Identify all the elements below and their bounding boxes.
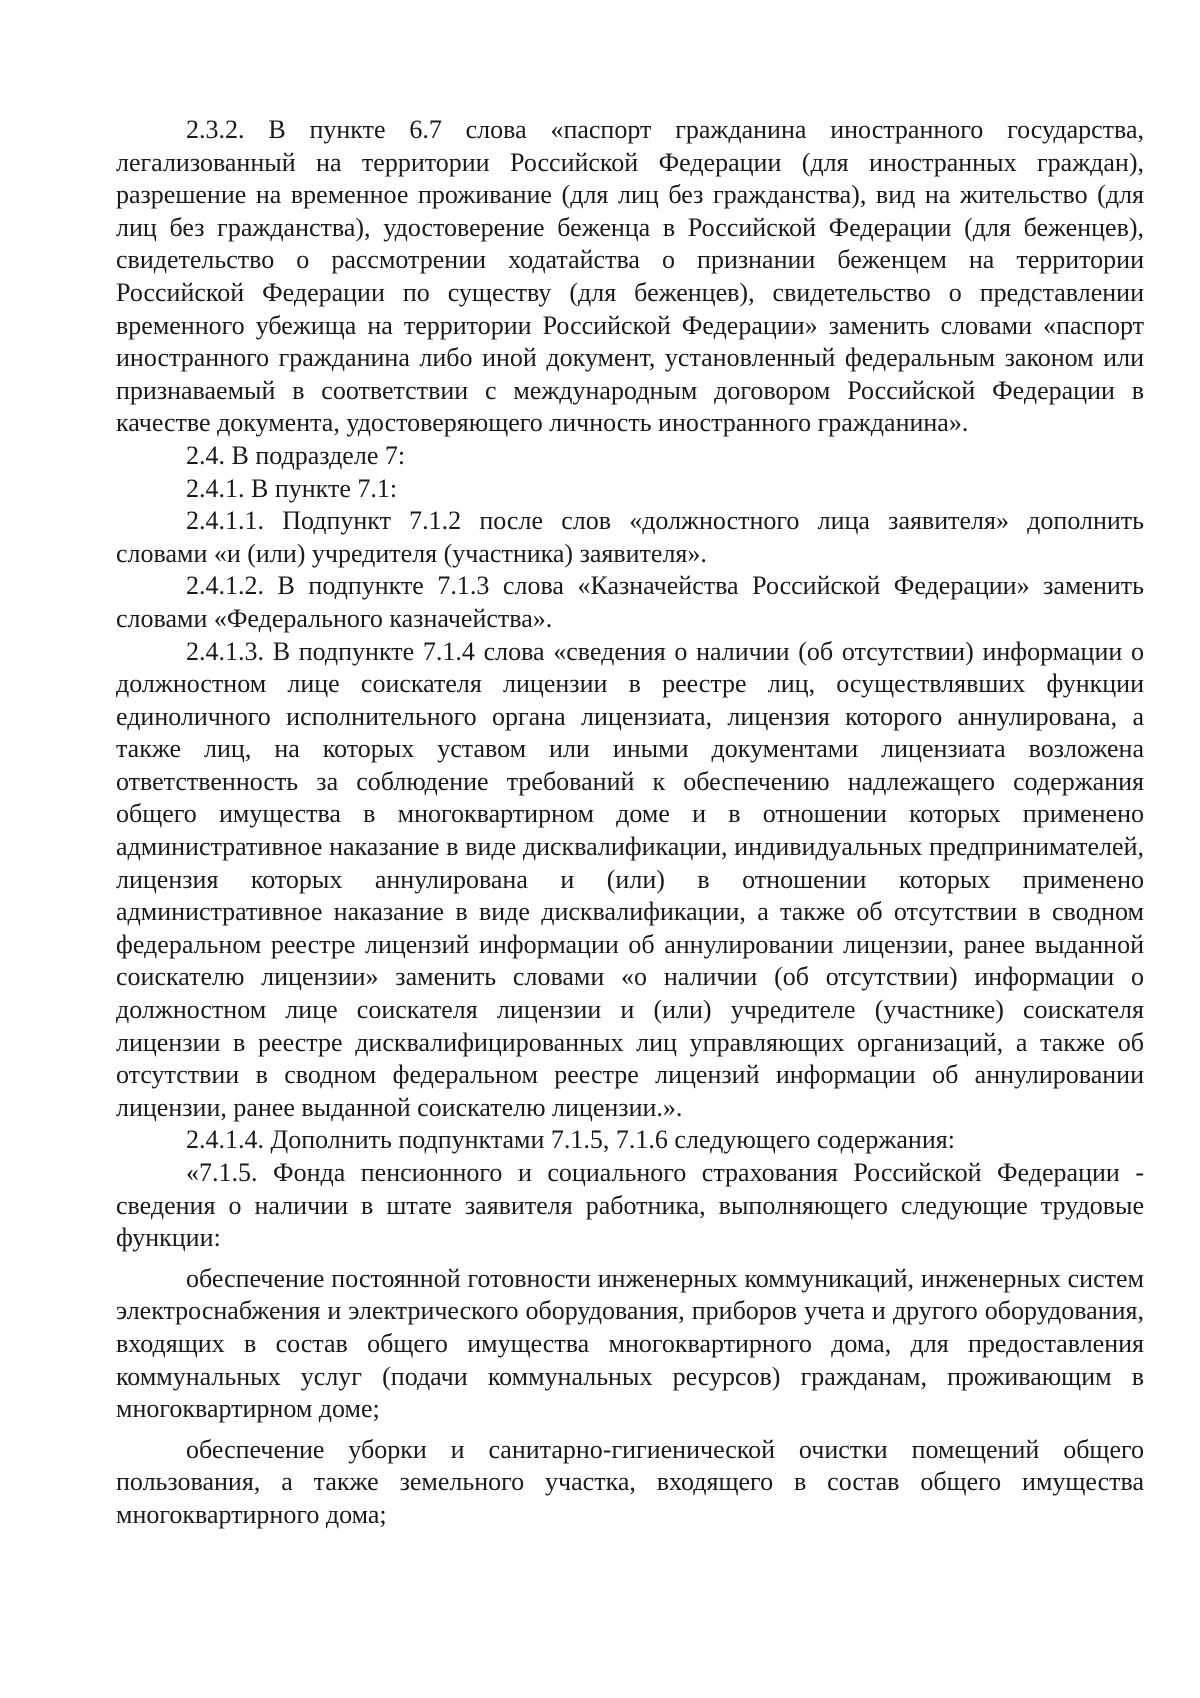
paragraph-2-4: 2.4. В подразделе 7:: [186, 440, 406, 470]
paragraph-2-4-1-2: 2.4.1.2. В подпункте 7.1.3 слова «Казначейства Российской Федерации» заменить словами «Федерального казначейства».: [116, 571, 1144, 633]
paragraph-2-4-1-3: 2.4.1.3. В подпункте 7.1.4 слова «сведения о наличии (об отсутствии) информации о должностном лице соискателя лицензии в реестре лиц, осуществлявших функции единоличного исполнительного органа лицензиата, лицензия которого аннулирована, а также лиц, на которых уставом или иными документами лицензиата возложена ответственность за соблюдение требований к обеспечению надлежащего содержания общего имущества в многоквартирном доме и в отношении которых применено административное наказание в виде дисквалификации, индивидуальных предпринимателей, лицензия которых аннулирована и (или) в отношении которых применено административное наказание в виде дисквалификации, а также об отсутствии в сводном федеральном реестре лицензий информации об аннулировании лицензии, ранее выданной соискателю лицензии» заменить словами «о наличии (об отсутствии) информации о должностном лице соискателя лицензии и (или) учредителе (участнике) соискателя лицензии в реестре дисквалифицированных лиц управляющих организаций, а также об отсутствии в сводном федеральном реестре лицензий информации об аннулировании лицензии, ранее выданной соискателю лицензии.».: [116, 636, 1144, 1122]
paragraph-2-3-2: 2.3.2. В пункте 6.7 слова «паспорт гражданина иностранного государства, легализованный на территории Российской Федерации (для иностранных граждан), разрешение на временное проживание (для лиц без гражданства), вид на жительство (для лиц без гражданства), удостоверение беженца в Российской Федерации (для беженцев), свидетельство о рассмотрении ходатайства о признании беженцем на территории Российской Федерации по существу (для беженцев), свидетельство о представлении временного убежища на территории Российской Федерации» заменить словами «паспорт иностранного гражданина либо иной документ, установленный федеральным законом или признаваемый в соответствии с международным договором Российской Федерации в качестве документа, удостоверяющего личность иностранного гражданина».: [116, 115, 1144, 438]
paragraph-7-1-5: «7.1.5. Фонда пенсионного и социального страхования Российской Федерации - сведения о наличии в штате заявителя работника, выполняющего следующие трудовые функции:: [116, 1158, 1144, 1253]
paragraph-2-4-1-4: 2.4.1.4. Дополнить подпунктами 7.1.5, 7.1.6 следующего содержания:: [186, 1125, 955, 1155]
paragraph-duty-cleaning: обеспечение уборки и санитарно-гигиенической очистки помещений общего пользования, а также земельного участка, входящего в состав общего имущества многоквартирного дома;: [116, 1434, 1144, 1529]
paragraph-2-4-1-1: 2.4.1.1. Подпункт 7.1.2 после слов «должностного лица заявителя» дополнить словами «и (или) учредителя (участника) заявителя».: [116, 506, 1144, 568]
paragraph-duty-utilities: обеспечение постоянной готовности инженерных коммуникаций, инженерных систем электроснабжения и электрического оборудования, приборов учета и другого оборудования, входящих в состав общего имущества многоквартирного дома, для предоставления коммунальных услуг (подачи коммунальных ресурсов) гражданам, проживающим в многоквартирном доме;: [116, 1263, 1144, 1424]
document-body: [116, 114, 1144, 1532]
paragraph-2-4-1: 2.4.1. В пункте 7.1:: [186, 473, 398, 503]
